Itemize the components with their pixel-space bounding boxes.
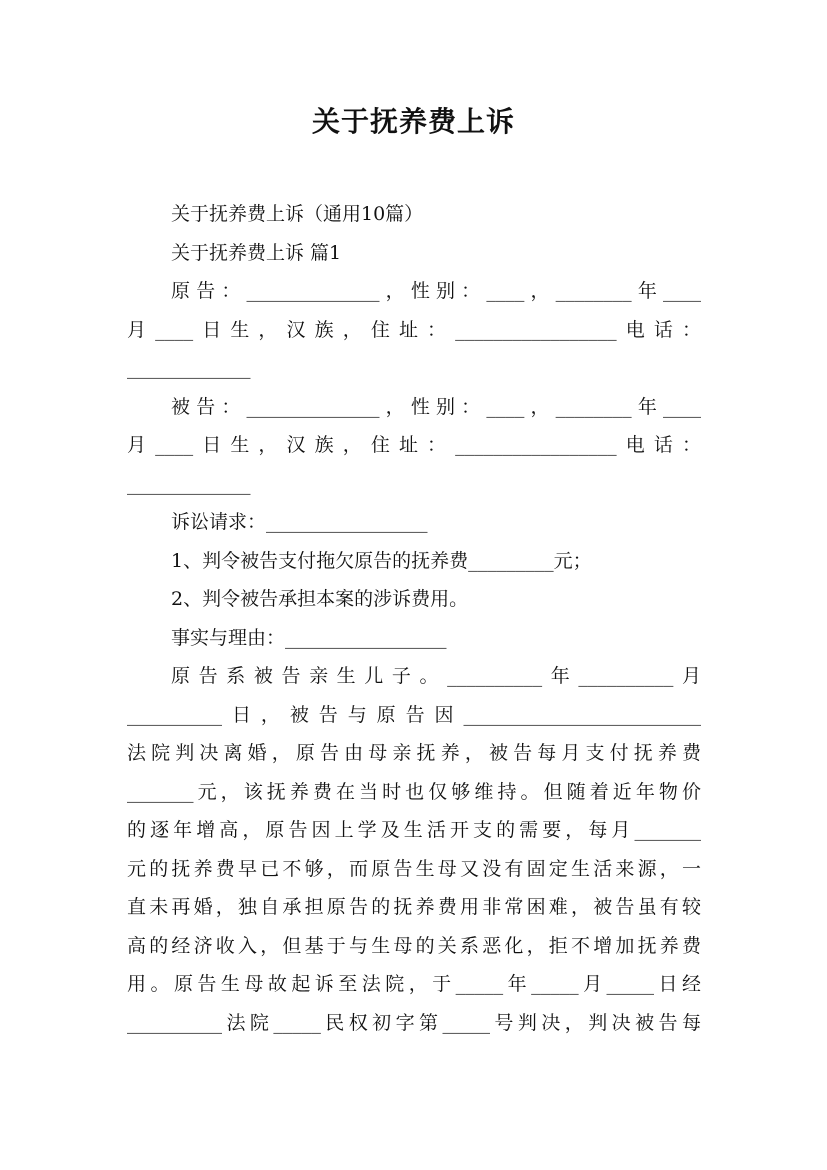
- paragraph-line: 的逐年增高，原告因上学及生活开支的需要，每月_______: [127, 819, 701, 841]
- paragraph-line: 法院判决离婚，原告由母亲抚养，被告每月支付抚养费: [127, 742, 701, 764]
- plaintiff-line-3: _____________: [127, 357, 251, 379]
- defendant-line-3: _____________: [127, 472, 251, 495]
- paragraph-line: __________日，被告与原告因_________________________: [127, 703, 701, 726]
- paragraph-line: 高的经济收入，但基于与生母的关系恶化，拒不增加抚养费: [127, 934, 701, 957]
- paragraph-line: 直未再婚，独自承担原告的抚养费用非常困难，被告虽有较: [127, 896, 701, 918]
- document-body: [127, 195, 701, 1042]
- claims-heading: 诉讼请求：_________________: [171, 511, 428, 533]
- paragraph-line: 用。原告生母故起诉至法院，于_____年_____月_____日经: [127, 973, 701, 995]
- paragraph-line: __________法院_____民权初字第_____号判决，判决被告每: [127, 1011, 701, 1034]
- facts-heading: 事实与理由：_________________: [171, 626, 447, 649]
- plaintiff-line-1: 原告：______________，性别：____，________年____: [171, 280, 701, 302]
- claim-item-1: 1、判令被告支付拖欠原告的抚养费_________元；: [171, 549, 592, 572]
- claim-item-2: 2、判令被告承担本案的涉诉费用。: [171, 588, 469, 610]
- paragraph-line: _______元，该抚养费在当时也仅够维持。但随着近年物价: [127, 780, 701, 803]
- subtitle-line: 关于抚养费上诉（通用10篇）: [171, 203, 424, 225]
- paragraph-line: 元的抚养费早已不够，而原告生母又没有固定生活来源，一: [127, 857, 701, 880]
- plaintiff-line-2: 月____日生，汉族，住址：_________________电话：: [127, 318, 701, 341]
- defendant-line-2: 月____日生，汉族，住址：_________________电话：: [127, 434, 701, 456]
- document-title: 关于抚养费上诉: [311, 105, 515, 138]
- defendant-line-1: 被告：______________，性别：____，________年____: [171, 395, 701, 418]
- paragraph-line: 原告系被告亲生儿子。__________年__________月: [171, 665, 701, 687]
- section-heading: 关于抚养费上诉 篇1: [171, 241, 342, 264]
